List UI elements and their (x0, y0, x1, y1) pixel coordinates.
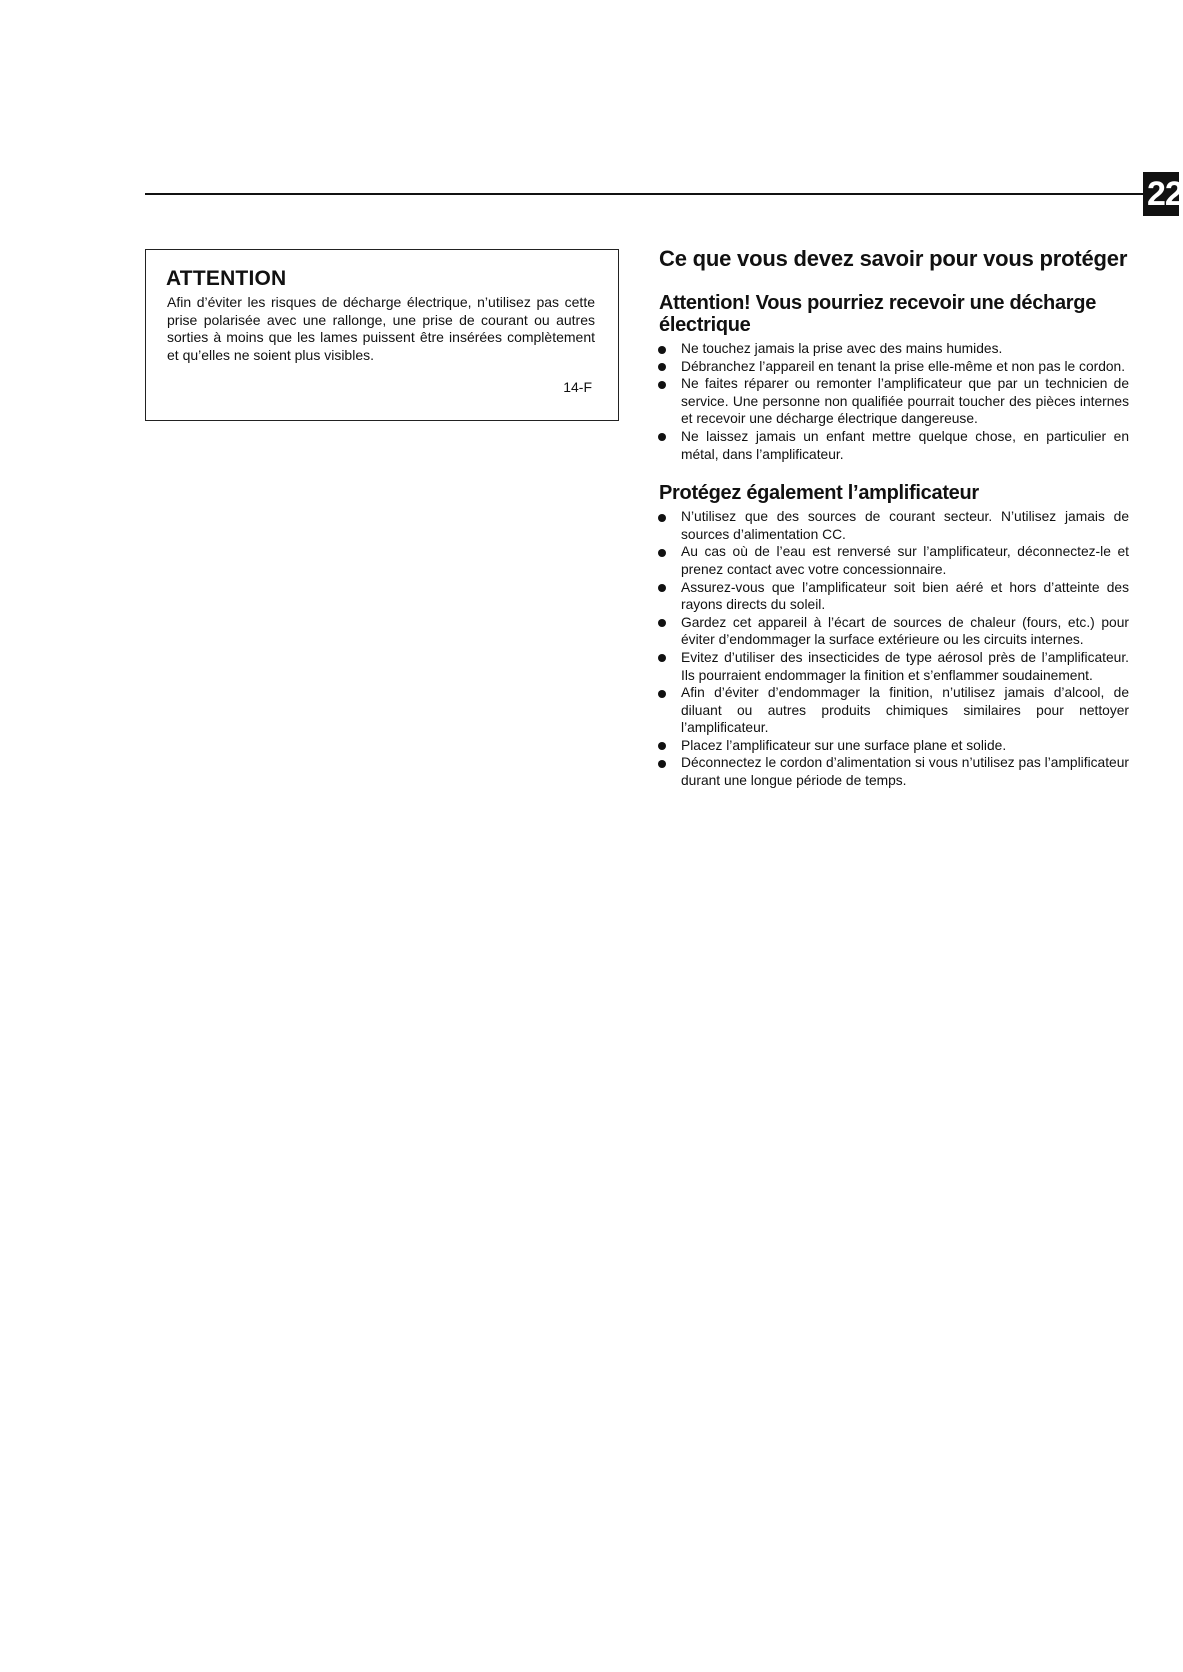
list-item: Ne laissez jamais un enfant mettre quelque chose, en particulier en métal, dans l’amplificateur. (656, 428, 1129, 463)
bullet-icon (658, 514, 666, 522)
bullet-icon (658, 760, 666, 768)
bullet-icon (658, 690, 666, 698)
protect-amplifier-list (659, 508, 1129, 790)
header-rule (145, 193, 1145, 195)
list-item: Au cas où de l’eau est renversé sur l’amplificateur, déconnectez-le et prenez contact avec votre concessionnaire. (656, 543, 1129, 578)
section-protect-amplifier-heading: Protégez également l’amplificateur (659, 482, 979, 505)
attention-text: Afin d’éviter les risques de décharge électrique, n’utilisez pas cette prise polarisée avec une rallonge, une prise de courant ou autres sorties à moins que les lames puissent être insérées complètement et qu’elles ne soient plus visibles. (167, 294, 595, 363)
section-electric-shock-heading: Attention! Vous pourriez recevoir une décharge électrique (659, 292, 1097, 336)
attention-box (145, 249, 619, 421)
list-item: Gardez cet appareil à l’écart de sources de chaleur (fours, etc.) pour éviter d’endommager la surface extérieure ou les circuits internes. (656, 614, 1129, 649)
main-heading: Ce que vous devez savoir pour vous protéger (659, 246, 1128, 271)
list-item: Déconnectez le cordon d’alimentation si vous n’utilisez pas l’amplificateur durant une longue période de temps. (656, 754, 1129, 789)
bullet-icon (658, 381, 666, 389)
bullet-icon (658, 654, 666, 662)
list-item: Placez l’amplificateur sur une surface plane et solide. (656, 737, 1129, 755)
list-item: Débranchez l’appareil en tenant la prise elle-même et non pas le cordon. (656, 358, 1129, 376)
list-item: N’utilisez que des sources de courant secteur. N’utilisez jamais de sources d’alimentation CC. (656, 508, 1129, 543)
bullet-icon (658, 549, 666, 557)
list-item: Evitez d’utiliser des insecticides de type aérosol près de l’amplificateur. Ils pourraient endommager la finition et s’enflammer soudainement. (656, 649, 1129, 684)
safety-column (659, 246, 1129, 790)
bullet-icon (658, 363, 666, 371)
bullet-icon (658, 433, 666, 441)
bullet-icon (658, 619, 666, 627)
attention-code: 14-F (563, 379, 592, 395)
bullet-icon (658, 346, 666, 354)
electric-shock-list (659, 340, 1129, 463)
list-item: Afin d’éviter d’endommager la finition, n’utilisez jamais d’alcool, de diluant ou autres produits chimiques similaires pour nettoyer l’amplificateur. (656, 684, 1129, 737)
list-item: Ne faites réparer ou remonter l’amplificateur que par un technicien de service. Une personne non qualifiée pourrait toucher des pièces internes et recevoir une décharge électrique dangereuse. (656, 375, 1129, 428)
attention-title: ATTENTION (166, 267, 287, 290)
list-item: Ne touchez jamais la prise avec des mains humides. (656, 340, 1129, 358)
page-number-tab: 22 (1143, 172, 1179, 216)
bullet-icon (658, 742, 666, 750)
bullet-icon (658, 584, 666, 592)
list-item: Assurez-vous que l’amplificateur soit bien aéré et hors d’atteinte des rayons directs du soleil. (656, 579, 1129, 614)
